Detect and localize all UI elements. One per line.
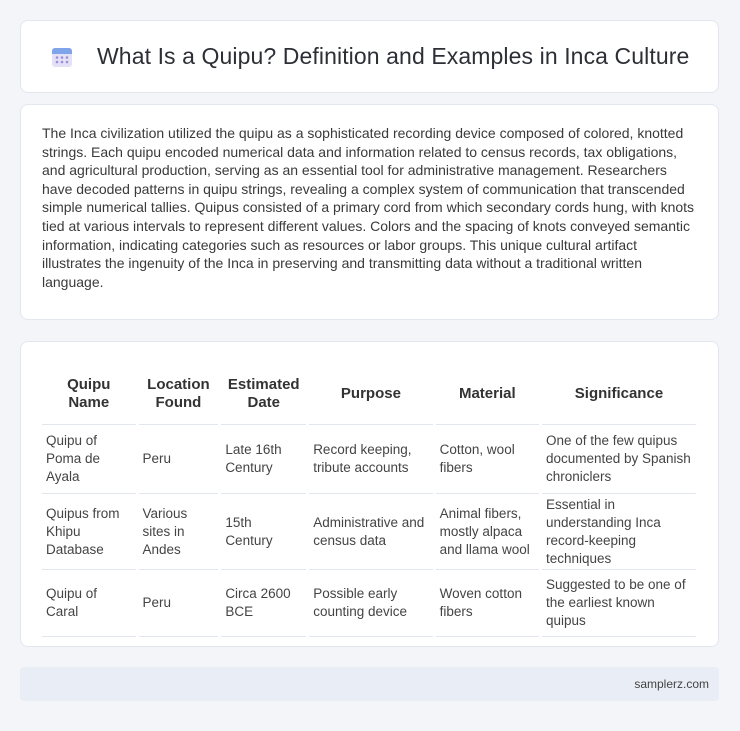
table-cell: Quipu of Poma de Ayala xyxy=(42,425,136,494)
table-row xyxy=(42,425,696,494)
table-cell: Woven cotton fibers xyxy=(436,570,539,637)
table-cell: Animal fibers, mostly alpaca and llama wool xyxy=(436,494,539,570)
column-header: Material xyxy=(436,363,539,425)
table-cell: Peru xyxy=(139,425,219,494)
table-cell: Quipus from Khipu Database xyxy=(42,494,136,570)
table-cell: Suggested to be one of the earliest known quipus xyxy=(542,570,696,637)
table-cell: 15th Century xyxy=(221,494,306,570)
intro-paragraph: The Inca civilization utilized the quipu as a sophisticated recording device composed of colored, knotted strings. Each quipu encoded numerical data and information related to census records, tax obligations, and agricultural production, serving as an essential tool for administrative management. Researchers have decoded patterns in quipu strings, revealing a complex system of communication that transcended simple numerical tallies. Quipus consisted of a primary cord from which secondary cords hung, with knots tied at various intervals to represent different values. Colors and the spacing of knots conveyed semantic information, indicating categories such as resources or labor groups. This unique cultural artifact illustrates the ingenuity of the Inca in preserving and transmitting data without a traditional written language. xyxy=(42,125,695,290)
header-card xyxy=(20,20,719,93)
table-cell: Record keeping, tribute accounts xyxy=(309,425,432,494)
table-cell: Late 16th Century xyxy=(221,425,306,494)
table-cell: Circa 2600 BCE xyxy=(221,570,306,637)
table-header-row xyxy=(42,363,696,425)
calendar-icon xyxy=(50,45,74,69)
table-cell: Cotton, wool fibers xyxy=(436,425,539,494)
table-cell: Essential in understanding Inca record-keeping techniques xyxy=(542,494,696,570)
table-row xyxy=(42,494,696,570)
column-header: Purpose xyxy=(309,363,432,425)
quipu-table xyxy=(39,363,699,637)
table-cell: Various sites in Andes xyxy=(139,494,219,570)
column-header: Estimated Date xyxy=(221,363,306,425)
footer-site-link[interactable]: samplerz.com xyxy=(634,677,709,691)
table-card xyxy=(20,341,719,647)
column-header: Location Found xyxy=(139,363,219,425)
footer-bar xyxy=(20,667,719,701)
table-cell: Administrative and census data xyxy=(309,494,432,570)
table-cell: One of the few quipus documented by Spanish chroniclers xyxy=(542,425,696,494)
table-cell: Quipu of Caral xyxy=(42,570,136,637)
intro-card xyxy=(20,104,719,320)
table-cell: Possible early counting device xyxy=(309,570,432,637)
column-header: Quipu Name xyxy=(42,363,136,425)
table-cell: Peru xyxy=(139,570,219,637)
page-title: What Is a Quipu? Definition and Examples in Inca Culture xyxy=(97,43,690,69)
column-header: Significance xyxy=(542,363,696,425)
table-row xyxy=(42,570,696,637)
